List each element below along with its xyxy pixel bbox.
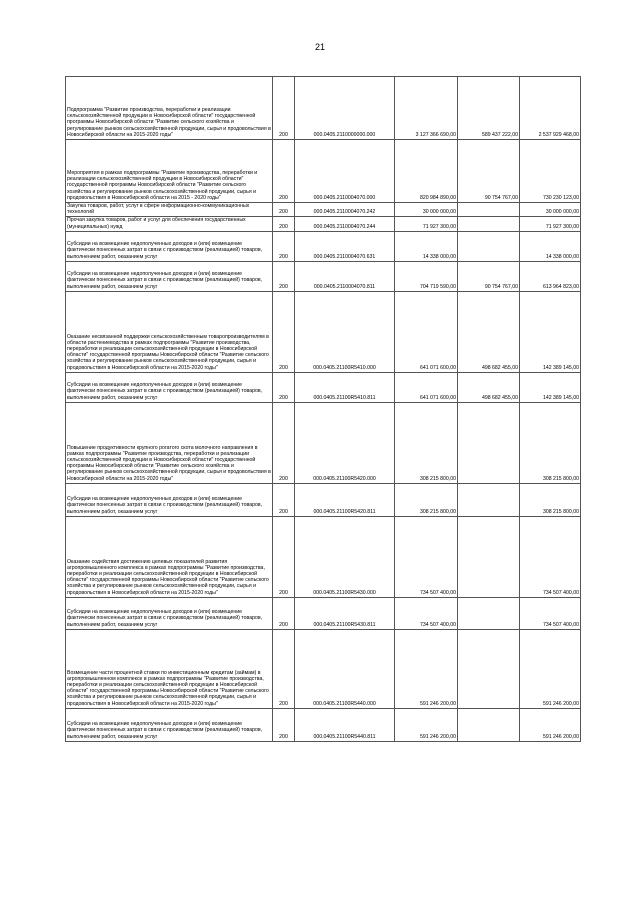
row-federal bbox=[458, 597, 520, 629]
row-kbk: 000.0405.21100R5410.811 bbox=[295, 372, 395, 402]
row-federal bbox=[458, 203, 520, 217]
row-kbk: 000.0405.21100R5440.811 bbox=[295, 708, 395, 741]
row-name: Оказание несвязанной поддержки сельскохозяйственным товаропроизводителям в области растениеводства в рамках подпрограммы "Развитие производства, переработки и реализации сельскохозяйственной продукции в Новосибирской области" государственной программы Новосибирской области "Развитие сельского хозяйства и регулирование рынков сельскохозяйственной продукции, сырья и продовольствия в Новосибирской области на 2015-2020 годы" bbox=[66, 291, 273, 372]
table-row bbox=[66, 261, 581, 291]
row-kbk: 000.0405.21100R5430.000 bbox=[295, 516, 395, 597]
budget-table bbox=[65, 76, 581, 742]
row-total: 641 071 600,00 bbox=[395, 372, 458, 402]
row-kbk: 000.0405.2110004070.244 bbox=[295, 217, 395, 231]
table-row bbox=[66, 77, 581, 140]
row-code: 200 bbox=[273, 261, 295, 291]
table-row bbox=[66, 597, 581, 629]
row-kbk: 000.0405.21100R5420.811 bbox=[295, 483, 395, 516]
row-kbk: 000.0405.2110000000.000 bbox=[295, 77, 395, 140]
row-total: 71 927 300,00 bbox=[395, 217, 458, 231]
table-row bbox=[66, 203, 581, 217]
row-regional: 308 215 800,00 bbox=[520, 483, 581, 516]
row-regional: 613 964 823,00 bbox=[520, 261, 581, 291]
row-kbk: 000.0405.21100R5440.000 bbox=[295, 629, 395, 708]
row-code: 200 bbox=[273, 516, 295, 597]
row-name: Закупка товаров, работ, услуг в сфере информационно-коммуникационных технологий bbox=[66, 203, 273, 217]
row-code: 200 bbox=[273, 708, 295, 741]
row-regional: 142 389 145,00 bbox=[520, 291, 581, 372]
row-regional: 591 246 200,00 bbox=[520, 708, 581, 741]
row-total: 3 127 366 690,00 bbox=[395, 77, 458, 140]
row-total: 591 246 200,00 bbox=[395, 629, 458, 708]
row-name: Подпрограмма "Развитие производства, переработки и реализации сельскохозяйственной продукции в Новосибирской области" государственной программы Новосибирской области "Развитие сельского хозяйства и регулирование рынков сельскохозяйственной продукции, сырья и продовольствия в Новосибирской области на 2015-2020 годы" bbox=[66, 77, 273, 140]
row-kbk: 000.0405.21100R5430.811 bbox=[295, 597, 395, 629]
row-regional: 734 507 400,00 bbox=[520, 597, 581, 629]
row-name: Субсидии на возмещение недополученных доходов и (или) возмещение фактически понесенных затрат в связи с производством (реализацией) товаров, выполнением работ, оказанием услуг bbox=[66, 372, 273, 402]
row-federal: 589 437 222,00 bbox=[458, 77, 520, 140]
table-row bbox=[66, 629, 581, 708]
row-total: 30 000 000,00 bbox=[395, 203, 458, 217]
table-row bbox=[66, 483, 581, 516]
row-name: Субсидии на возмещение недополученных доходов и (или) возмещение фактически понесенных затрат в связи с производством (реализацией) товаров, выполнением работ, оказанием услуг bbox=[66, 708, 273, 741]
row-code: 200 bbox=[273, 203, 295, 217]
table-row bbox=[66, 516, 581, 597]
row-total: 308 215 800,00 bbox=[395, 402, 458, 483]
table-row bbox=[66, 402, 581, 483]
row-name: Мероприятия в рамках подпрограммы "Развитие производства, переработки и реализации сельскохозяйственной продукции в Новосибирской области" государственной программы Новосибирской области "Развитие сельского хозяйства и регулирование рынков сельскохозяйственной продукции, сырья и продовольствия в Новосибирской области на 2015 - 2020 годы" bbox=[66, 140, 273, 203]
row-code: 200 bbox=[273, 597, 295, 629]
row-total: 734 507 400,00 bbox=[395, 516, 458, 597]
row-kbk: 000.0405.21100R5410.000 bbox=[295, 291, 395, 372]
row-kbk: 000.0405.2110004070.242 bbox=[295, 203, 395, 217]
row-federal bbox=[458, 483, 520, 516]
row-name: Субсидии на возмещение недополученных доходов и (или) возмещение фактически понесенных затрат в связи с производством (реализацией) товаров, выполнением работ, оказанием услуг bbox=[66, 231, 273, 261]
row-regional: 142 389 145,00 bbox=[520, 372, 581, 402]
row-regional: 30 000 000,00 bbox=[520, 203, 581, 217]
row-code: 200 bbox=[273, 483, 295, 516]
row-federal bbox=[458, 708, 520, 741]
table-row bbox=[66, 231, 581, 261]
row-total: 308 215 800,00 bbox=[395, 483, 458, 516]
row-name: Субсидии на возмещение недополученных доходов и (или) возмещение фактически понесенных затрат в связи с производством (реализацией) товаров, выполнением работ, оказанием услуг bbox=[66, 261, 273, 291]
row-regional: 734 507 400,00 bbox=[520, 516, 581, 597]
row-name: Возмещение части процентной ставки по инвестиционным кредитам (займам) в агропромышленном комплексе в рамках подпрограммы "Развитие производства, переработки и реализации сельскохозяйственной продукции в Новосибирской области" государственной программы Новосибирской области "Развитие сельского хозяйства и регулирование рынков сельскохозяйственной продукции, сырья и продовольствия в Новосибирской области на 2015-2020 годы" bbox=[66, 629, 273, 708]
row-federal: 90 754 767,00 bbox=[458, 261, 520, 291]
row-kbk: 000.0405.2110004070.631 bbox=[295, 231, 395, 261]
row-federal bbox=[458, 516, 520, 597]
row-regional: 730 230 123,00 bbox=[520, 140, 581, 203]
row-regional: 308 215 800,00 bbox=[520, 402, 581, 483]
row-code: 200 bbox=[273, 629, 295, 708]
row-name: Повышение продуктивности крупного рогатого скота молочного направления в рамках подпрограммы "Развитие производства, переработки и реализации сельскохозяйственной продукции в Новосибирской области" государственной программы Новосибирской области "Развитие сельского хозяйства и регулирование рынков сельскохозяйственной продукции, сырья и продовольствия в Новосибирской области на 2015-2020 годы" bbox=[66, 402, 273, 483]
row-federal bbox=[458, 402, 520, 483]
row-name: Субсидии на возмещение недополученных доходов и (или) возмещение фактически понесенных затрат в связи с производством (реализацией) товаров, выполнением работ, оказанием услуг bbox=[66, 483, 273, 516]
row-federal bbox=[458, 629, 520, 708]
row-code: 200 bbox=[273, 372, 295, 402]
table-row bbox=[66, 291, 581, 372]
row-kbk: 000.0405.2110004070.000 bbox=[295, 140, 395, 203]
table-row bbox=[66, 217, 581, 231]
row-kbk: 000.0405.21100R5420.000 bbox=[295, 402, 395, 483]
row-regional: 71 927 300,00 bbox=[520, 217, 581, 231]
row-total: 14 338 000,00 bbox=[395, 231, 458, 261]
row-code: 200 bbox=[273, 291, 295, 372]
row-total: 641 071 600,00 bbox=[395, 291, 458, 372]
row-name: Оказание содействия достижению целевых показателей развития агропромышленного комплекса в рамках подпрограммы "Развитие производства, переработки и реализации сельскохозяйственной продукции в Новосибирской области" государственной программы Новосибирской области "Развитие сельского хозяйства и регулирование рынков сельскохозяйственной продукции, сырья и продовольствия в Новосибирской области на 2015-2020 годы" bbox=[66, 516, 273, 597]
row-kbk: 000.0405.2110004070.811 bbox=[295, 261, 395, 291]
row-name: Прочая закупка товаров, работ и услуг для обеспечения государственных (муниципальных) нужд bbox=[66, 217, 273, 231]
row-regional: 2 537 929 468,00 bbox=[520, 77, 581, 140]
row-code: 200 bbox=[273, 77, 295, 140]
row-name: Субсидии на возмещение недополученных доходов и (или) возмещение фактически понесенных затрат в связи с производством (реализацией) товаров, выполнением работ, оказанием услуг bbox=[66, 597, 273, 629]
table-row bbox=[66, 708, 581, 741]
row-total: 820 984 890,00 bbox=[395, 140, 458, 203]
row-code: 200 bbox=[273, 217, 295, 231]
table-row bbox=[66, 372, 581, 402]
row-total: 704 719 590,00 bbox=[395, 261, 458, 291]
row-total: 734 507 400,00 bbox=[395, 597, 458, 629]
table-row bbox=[66, 140, 581, 203]
row-federal bbox=[458, 231, 520, 261]
row-regional: 591 246 200,00 bbox=[520, 629, 581, 708]
row-code: 200 bbox=[273, 231, 295, 261]
row-total: 591 246 200,00 bbox=[395, 708, 458, 741]
row-code: 200 bbox=[273, 140, 295, 203]
page-number: 21 bbox=[314, 42, 325, 52]
row-regional: 14 338 000,00 bbox=[520, 231, 581, 261]
row-federal: 90 754 767,00 bbox=[458, 140, 520, 203]
row-federal bbox=[458, 217, 520, 231]
row-code: 200 bbox=[273, 402, 295, 483]
row-federal: 498 682 455,00 bbox=[458, 372, 520, 402]
row-federal: 498 682 455,00 bbox=[458, 291, 520, 372]
